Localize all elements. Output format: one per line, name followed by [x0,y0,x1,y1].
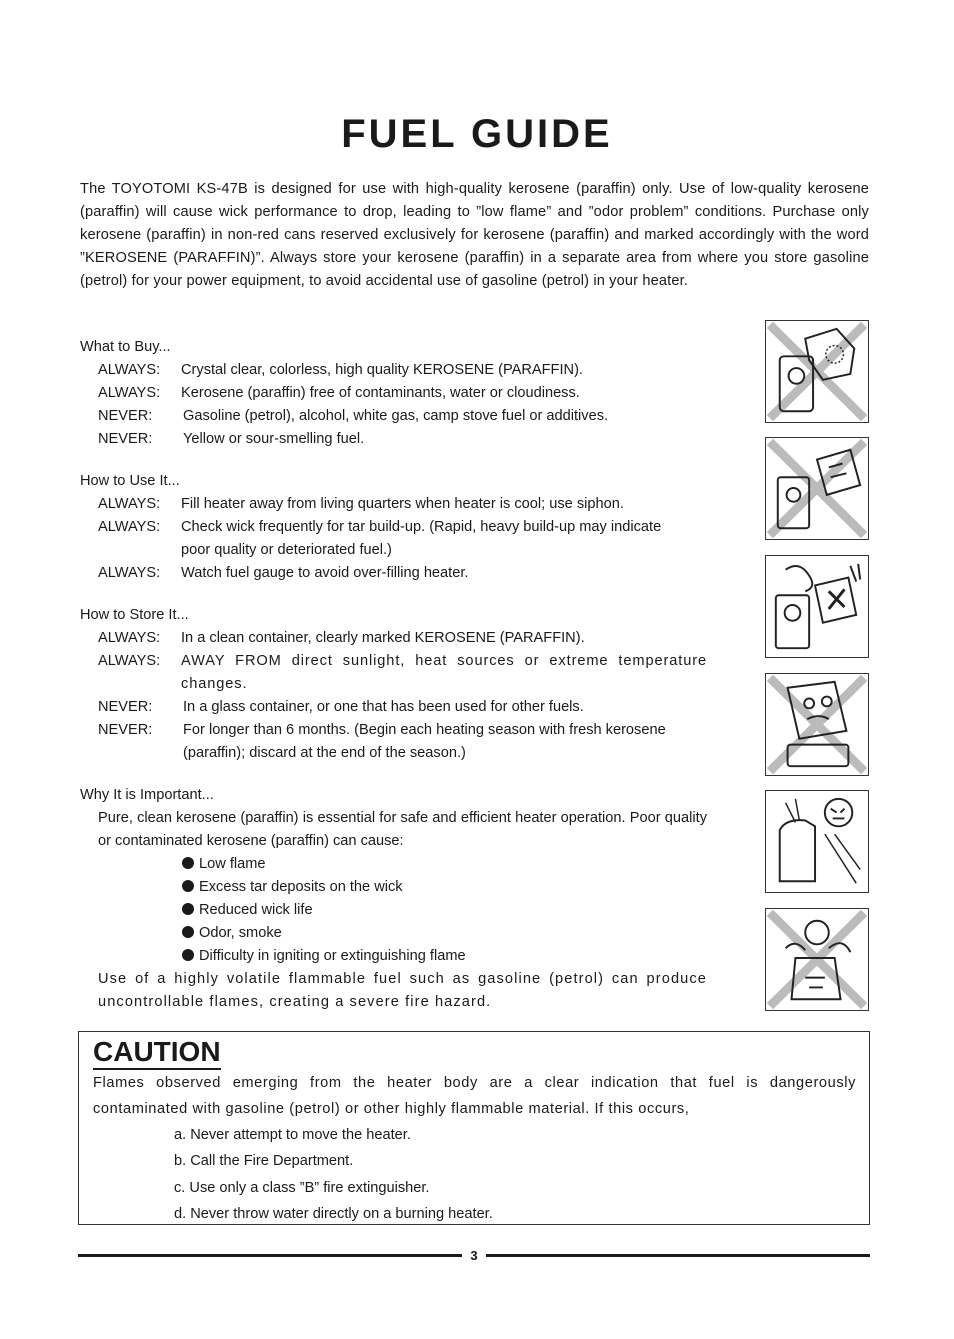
rule-row [80,696,707,719]
crossed-heater-icon [766,438,868,539]
list-item: d. Never throw water directly on a burning heater. [174,1205,493,1222]
crossed-heater-icon [766,556,868,657]
rule-text: Check wick frequently for tar build-up. (Rapid, heavy build-up may indicate poor quality or deteriorated fuel.) [181,519,662,558]
bullet-icon [182,949,194,961]
illustration-glass-container [765,908,869,1011]
footer-rule-left [78,1254,462,1257]
rule-text: In a clean container, clearly marked KEROSENE (PARAFFIN). [181,630,585,646]
list-item-text: Excess tar deposits on the wick [199,879,403,895]
list-item [182,922,707,945]
illustration-sunlight-storage [765,790,869,893]
rule-row [80,516,707,562]
bullet-icon [182,926,194,938]
rule-row [80,650,707,696]
bullet-icon [182,857,194,869]
rule-text: Crystal clear, colorless, high quality KEROSENE (PARAFFIN). [181,362,583,378]
why-paragraph: Use of a highly volatile flammable fuel such as gasoline (petrol) can produce uncontrollable flames, creating a severe fire hazard. [98,971,707,1010]
rule-text: Yellow or sour-smelling fuel. [183,431,365,447]
illustration-wick-check [765,673,869,776]
list-item [182,899,707,922]
intro-paragraph: The TOYOTOMI KS-47B is designed for use with high-quality kerosene (paraffin) only. Use of low-quality kerosene (paraffin) will cause wick performance to drop, leading to ”low flame” and ”odor problem” conditions. Purchase only kerosene (paraffin) in non-red cans reserved exclusively for kerosene (paraffin) and marked accordingly with the word ”KEROSENE (PARAFFIN)”. Always store your kerosene (paraffin) in a separate area from where you store gasoline (petrol) for your power equipment, to avoid accidental use of gasoline (petrol) in your heater. [80,181,869,289]
rule-keyword: ALWAYS: [98,385,161,401]
section-what-to-buy [80,336,707,451]
rule-row [80,382,707,405]
section-heading: How to Use It... [80,473,180,489]
caution-text: Flames observed emerging from the heater body are a clear indication that fuel is dangerously contaminated with gasoline (petrol) or other highly flammable material. If this occurs, [93,1075,856,1117]
rule-keyword: ALWAYS: [98,362,161,378]
crossed-container-icon [766,909,868,1010]
list-item-text: Difficulty in igniting or extinguishing flame [199,948,466,964]
page-title: FUEL GUIDE [341,112,613,156]
caution-box [78,1031,870,1225]
rule-text: Gasoline (petrol), alcohol, white gas, camp stove fuel or additives. [183,408,609,424]
rule-keyword: NEVER: [98,408,153,424]
rule-text: Kerosene (paraffin) free of contaminants, water or cloudiness. [181,385,580,401]
list-item: a. Never attempt to move the heater. [174,1127,411,1143]
list-item [182,876,707,899]
rule-text: Fill heater away from living quarters when heater is cool; use siphon. [181,496,624,512]
rule-keyword: ALWAYS: [98,565,161,581]
rule-text: For longer than 6 months. (Begin each heating season with fresh kerosene (paraffin); discard at the end of the season.) [183,722,666,761]
rule-keyword: NEVER: [98,722,153,738]
illustration-bad-fuel-can [765,320,869,423]
rule-keyword: ALWAYS: [98,519,161,535]
sun-container-icon [766,791,868,892]
rule-text: Watch fuel gauge to avoid over-filling heater. [181,565,469,581]
caution-list [174,1122,493,1227]
rule-keyword: ALWAYS: [98,496,161,512]
section-heading: Why It is Important... [80,787,214,803]
section-heading: What to Buy... [80,339,171,355]
bullet-icon [182,880,194,892]
list-item-text: Reduced wick life [199,902,313,918]
list-item [182,853,707,876]
list-item: b. Call the Fire Department. [174,1153,354,1170]
rule-row [80,359,707,382]
section-how-to-use [80,470,707,585]
rule-row [80,405,707,428]
page-number: 3 [470,1248,478,1263]
fuel-guide-sections [80,336,707,1033]
list-item: c. Use only a class ”B” fire extinguisher. [174,1179,430,1196]
why-paragraph: Pure, clean kerosene (paraffin) is essential for safe and efficient heater operation. Poor quality or contaminated kerosene (paraffin) can cause: [98,810,707,849]
crossed-heater-icon [766,674,868,775]
rule-keyword: ALWAYS: [98,630,161,646]
list-item [182,945,707,968]
section-why-important [80,784,707,1014]
rule-keyword: NEVER: [98,699,153,715]
section-how-to-store [80,604,707,765]
bullet-icon [182,903,194,915]
list-item-text: Odor, smoke [199,925,282,941]
rule-row [80,719,707,765]
illustration-gasoline-can [765,437,869,540]
rule-row [80,493,707,516]
rule-row [80,428,707,451]
crossed-heater-icon [766,321,868,422]
illustration-heater-hot [765,555,869,658]
footer-rule-right [486,1254,870,1257]
list-item-text: Low flame [199,856,266,872]
rule-text: AWAY FROM direct sunlight, heat sources or extreme temperature changes. [181,653,707,692]
rule-keyword: NEVER: [98,431,153,447]
rule-row [80,627,707,650]
rule-row [80,562,707,585]
section-heading: How to Store It... [80,607,189,623]
rule-text: In a glass container, or one that has been used for other fuels. [183,699,584,715]
consequence-list [80,853,707,968]
caution-heading: CAUTION [93,1036,221,1070]
rule-keyword: ALWAYS: [98,653,161,669]
